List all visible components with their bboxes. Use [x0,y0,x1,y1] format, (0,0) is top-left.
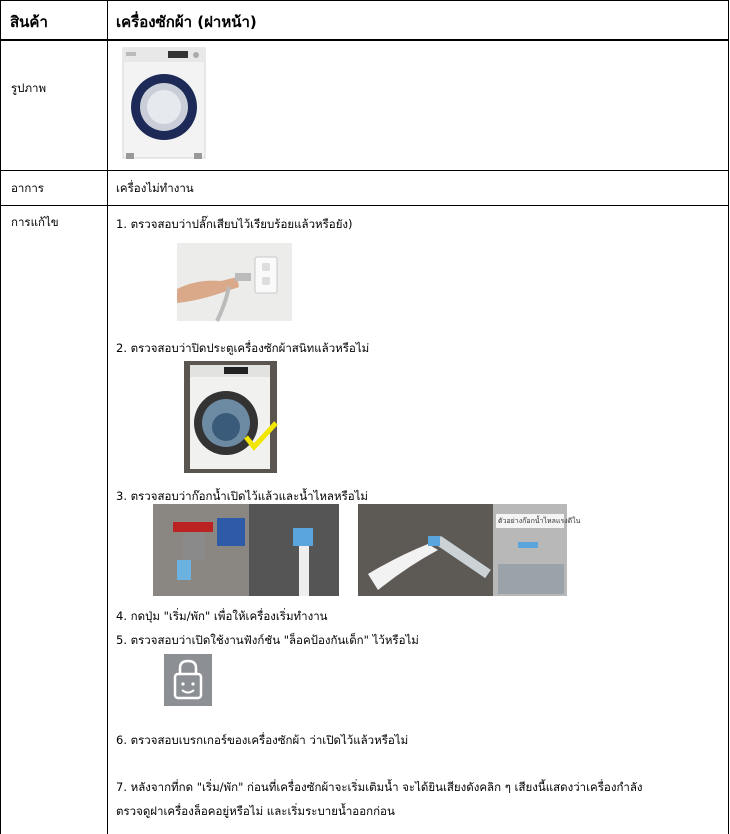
plug-photo [177,243,292,321]
table-border-left [0,0,1,834]
step-6: 6. ตรวจสอบเบรกเกอร์ของเครื่องซักผ้า ว่าเปิดไว้แล้วหรือไม่ [116,733,409,747]
step-1: 1. ตรวจสอบว่าปลั๊กเสียบไว้เรียบร้อยแล้วหรือยัง) [116,217,353,231]
table-border-right [728,0,729,834]
step-4: 4. กดปุ่ม "เริ่ม/พัก" เพื่อให้เครื่องเริ่มทำงาน [116,609,328,623]
row-divider-header [0,39,729,41]
photo-caption: ตัวอย่างก๊อกน้ำไหลแรงดีใน [498,517,581,525]
step-7-line-1: 7. หลังจากที่กด "เริ่ม/พัก" ก่อนที่เครื่องซักผ้าจะเริ่มเติมน้ำ จะได้ยินเสียงดังคลิก ๆ เสียงนี้แสดงว่าเครื่องกำลัง [116,780,643,794]
row-divider-image [0,170,729,171]
header-product-name: เครื่องซักผ้า (ฝาหน้า) [116,13,257,31]
step-2: 2. ตรวจสอบว่าปิดประตูเครื่องซักผ้าสนิทแล้วหรือไม่ [116,341,370,355]
label-image: รูปภาพ [11,81,47,95]
step-3: 3. ตรวจสอบว่าก๊อกน้ำเปิดไว้แล้วและน้ำไหลหรือไม่ [116,489,369,503]
running-water-photo [358,504,581,596]
row-divider-symptom [0,205,729,206]
column-divider [107,0,108,834]
washing-machine-image [118,45,210,165]
symptom-value: เครื่องไม่ทำงาน [116,181,194,195]
label-fix: การแก้ไข [11,215,59,229]
step-7-line-2: ตรวจดูฝาเครื่องล็อคอยู่หรือไม่ และเริ่มระบายน้ำออกก่อน [116,804,395,818]
step-5: 5. ตรวจสอบว่าเปิดใช้งานฟังก์ชัน "ล็อคป้องกันเด็ก" ไว้หรือไม่ [116,633,419,647]
label-symptom: อาการ [11,181,44,195]
faucet-valve-photo [153,504,339,596]
child-lock-icon [164,654,212,706]
header-product: สินค้า [10,13,48,31]
table-border-top [0,0,729,1]
door-closed-photo [184,361,277,473]
